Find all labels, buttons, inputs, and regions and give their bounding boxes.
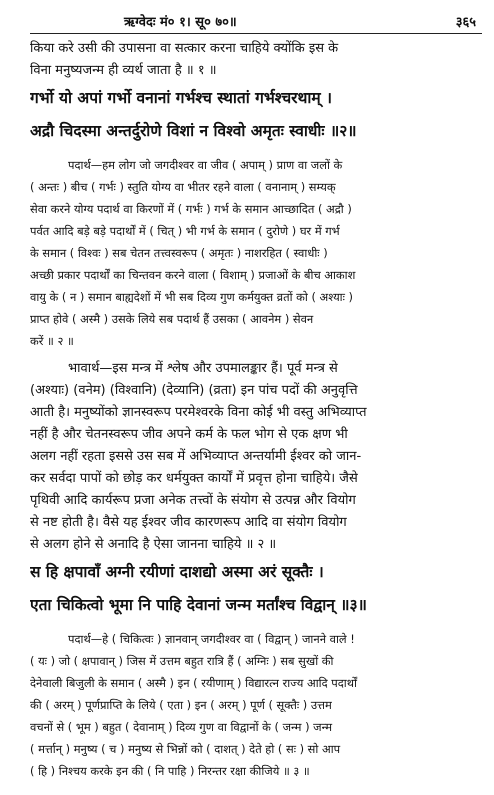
text-line: ( मर्त्तान् ) मनुष्य ( च ) मनुष्य से भिन्नों को ( दाशत् ) देते हो ( सः ) सो आप [30, 742, 341, 756]
text-line: विना मनुष्यजन्म ही व्यर्थ जाता है ॥ १ ॥ [30, 63, 217, 78]
bhavartha-2 [30, 358, 482, 556]
text-line: प्राप्त होवे ( अस्मै ) उसके लिये सब पदार्थ हैं उसका ( आवनेम ) सेवन [30, 312, 314, 326]
page-header [20, 8, 482, 32]
text-line: पृथिवी आदि कार्यरूप प्रजा अनेक तत्त्वों के संयोग से उत्पन्न और वियोग [30, 493, 356, 508]
text-line: से नष्ट होती है। वैसे यह ईश्वर जीव कारणरूप आदि वा संयोग वियोग [30, 515, 347, 530]
text-line: आती है। मनुष्योंको ज्ञानस्वरूप परमेश्वरके विना कोई भी वस्तु अभिव्याप्त [30, 405, 367, 420]
text-line: की ( अरम् ) पूर्णप्राप्ति के लिये ( एता ) इन ( अरम् ) पूर्ण ( सूक्तैः ) उत्तम [30, 698, 332, 712]
verse-2 [30, 82, 482, 148]
text-line: किया करे उसी की उपासना वा सत्कार करना चाहिये क्योंकि इस के [30, 41, 339, 56]
text-line: से अलग होने से अनादि है ऐसा जानना चाहिये ॥ २ ॥ [30, 537, 277, 552]
text-line: भावार्थ—इस मन्त्र में श्लेष और उपमालङ्कार हैं। पूर्व मन्त्र से [68, 361, 338, 376]
text-line: ( हि ) निश्चय करके इन की ( नि पाहि ) निरन्तर रक्षा कीजिये ॥ ३ ॥ [30, 764, 310, 778]
padartha-2 [30, 154, 482, 352]
running-title: ऋग्वेदः मं० १। सू० ७०॥ [124, 15, 237, 30]
text-line: सेवा करने योग्य पदार्थ वा किरणों में ( गर्भः ) गर्भ के समान आच्छादित ( अद्रौ ) [30, 202, 352, 216]
verse-line: स हि क्षपावाँ अग्नी रयीणां दाशद्यो अस्मा अरं सूक्तैः । [30, 563, 324, 581]
text-line: कर सर्वदा पापों को छोड़ कर धर्मयुक्त कार्यों में प्रवृत्त होना चाहिये। जैसे [30, 471, 358, 486]
verse-3 [30, 556, 482, 622]
text-line: देनेवाली बिजुली के समान ( अस्मै ) इन ( रयीणाम् ) विद्यारत्न राज्य आदि पदार्थों [30, 676, 357, 690]
page-content [30, 38, 482, 782]
page-number: ३६५ [455, 15, 476, 30]
text-line: अच्छी प्रकार पदार्थों का चिन्तवन करने वाला ( विशाम् ) प्रजाओं के बीच आकाश [30, 268, 356, 282]
text-line: पदार्थ—हे ( चिकित्वः ) ज्ञानवान् जगदीश्वर वा ( विद्वान् ) जानने वाले ! [68, 632, 355, 646]
text-line: (अश्याः) (वनेम) (विश्वानि) (देव्यानि) (व्रता) इन पांच पदों की अनुवृत्ति [30, 383, 358, 398]
text-line: वचनों से ( भूम ) बहुत ( देवानाम् ) दिव्य गुण वा विद्वानों के ( जन्म ) जन्म [30, 720, 333, 734]
verse-line: गर्भो यो अपां गर्भो वनानां गर्भश्च स्थातां गर्भश्चरथाम् । [30, 89, 332, 107]
verse-line: एता चिकित्वो भूमा नि पाहि देवानां जन्म मर्तांश्च विद्वान् ॥३॥ [30, 596, 367, 614]
text-line: के समान ( विश्वः ) सब चेतन तत्त्वस्वरूप ( अमृतः ) नाशरहित ( स्वाधीः ) [30, 246, 328, 260]
padartha-3 [30, 628, 482, 782]
verse-line: अद्रौ चिदस्मा अन्तर्दुरोणे विशां न विश्वो अमृतः स्वाधीः ॥२॥ [30, 122, 357, 140]
text-line: पदार्थ—हम लोग जो जगदीश्वर वा जीव ( अपाम् ) प्राण वा जलों के [68, 158, 343, 172]
header-rule [30, 33, 482, 34]
text-line: ( यः ) जो ( क्षपावान् ) जिस में उत्तम बहुत रात्रि हैं ( अग्निः ) सब सुखों की [30, 654, 334, 668]
intro-paragraph [30, 38, 482, 82]
text-line: करें ॥ २ ॥ [30, 334, 74, 348]
text-line: पर्वत आदि बड़े बड़े पदार्थों में ( चित् ) भी गर्भ के समान ( दुरोणे ) घर में गर्भ [30, 224, 340, 238]
text-line: वायु के ( न ) समान बाह्यदेशों में भी सब दिव्य गुण कर्मयुक्त व्रतों को ( अश्याः ) [30, 290, 353, 304]
text-line: ( अन्तः ) बीच ( गर्भः ) स्तुति योग्य वा भीतर रहने वाला ( वनानाम् ) सम्यक् [30, 180, 336, 194]
text-line: अलग नहीं रहता इससे उस सब में अभिव्याप्त अन्तर्यामी ईश्वर को जान- [30, 449, 362, 464]
text-line: नहीं है और चेतनस्वरूप जीव अपने कर्म के फल भोग से एक क्षण भी [30, 427, 348, 442]
